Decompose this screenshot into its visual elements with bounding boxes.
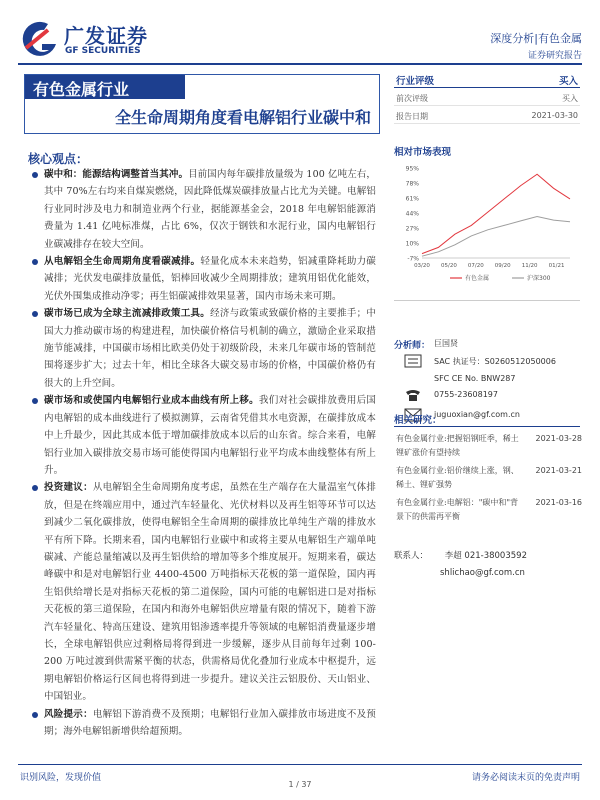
rating-header: [394, 70, 580, 88]
related-item[interactable]: [396, 464, 582, 492]
chart-divider: [394, 300, 580, 301]
contact-email[interactable]: shlichao@gf.com.cn: [440, 568, 525, 578]
analyst-name: 巨国贤: [434, 339, 458, 348]
report-subtitle: 全生命周期角度看电解铝行业碳中和: [114, 108, 371, 127]
related-item-text: 有色金属行业:把握铝钢旺季，稀土锂矿涨价有望持续: [396, 434, 519, 457]
contact-block: [394, 548, 527, 582]
x-tick-label: 03/20: [414, 263, 430, 269]
paragraph-lead: 风险提示：: [44, 708, 93, 720]
bullet-icon: [32, 712, 38, 718]
bullet-icon: [32, 259, 38, 265]
x-tick-label: 07/20: [467, 263, 484, 269]
bullet-icon: [32, 398, 38, 404]
contact-name: 李超 021-38003592: [444, 551, 527, 561]
rating-label: 行业评级: [396, 76, 435, 87]
analyst-sfc: SFC CE No. BNW287: [434, 374, 516, 383]
report-date-value: 2021-03-30: [531, 111, 578, 120]
paragraph-lead: 碳中和：能源结构调整首当其冲。: [44, 169, 189, 180]
paragraph-lead: 碳市场和或使国内电解铝行业成本曲线有所上移。: [44, 395, 259, 407]
related-item-date: 2021-03-21: [535, 466, 582, 475]
report-type: 证券研究报告: [527, 51, 582, 61]
analyst-email[interactable]: juguoxian@gf.com.cn: [434, 410, 520, 419]
paragraph: [44, 392, 376, 479]
x-tick-label: 11/20: [521, 263, 538, 269]
logo-english-name: GF SECURITIES: [65, 46, 141, 56]
paragraph: [44, 479, 376, 705]
paragraph: [44, 706, 376, 741]
report-body: [44, 166, 376, 740]
related-item-text: 有色金属行业:铝价继续上涨，钢、稀土、锂矿强势: [396, 466, 519, 489]
prev-rating-label: 前次评级: [396, 94, 428, 103]
y-tick-label: 78%: [405, 180, 419, 188]
phone-icon: [404, 388, 422, 402]
related-research-title: 相关研究：: [394, 415, 442, 426]
paragraph-text: 我们对社会碳排放费用后国内电解铝的成本曲线进行了模拟测算，云南省凭借其水电资源，在碳排放成本中上升最少，因此其成本低于增加碳排放成本以后的山东省。综合来看，电解铝行业加入碳排放交易市场可能使得国内电解铝行业平均成本曲线整体有所上升。: [44, 395, 377, 476]
y-tick-label: 10%: [405, 240, 419, 248]
series-line: [422, 217, 570, 257]
analyst-sac: SAC 执证号：S0260512050006: [434, 357, 556, 366]
y-tick-label: 27%: [405, 225, 419, 233]
paragraph-text: 目前国内每年碳排放量级为 100 亿吨左右，其中 70%左右均来自煤炭燃烧，因此降低煤炭碳排放量占比尤为关键。电解铝行业同时涉及电力和制造业两个行业，据能源基金会，2018 年电解铝能源消费量为 1.41 亿吨标准煤，占比 6%，仅次于钢铁和水泥行业，国内电解铝行业碳减排存在较大空间。: [44, 169, 376, 250]
paragraph: [44, 305, 376, 392]
series-line: [422, 174, 570, 253]
bullet-icon: [32, 311, 38, 317]
header-divider: [18, 63, 582, 65]
contact-label: 联系人：: [394, 551, 429, 561]
core-views-heading: 核心观点：: [28, 152, 89, 166]
paragraph-lead: 投资建议：: [44, 482, 93, 494]
y-tick-label: 95%: [405, 165, 419, 173]
report-date-row: [394, 106, 580, 124]
y-tick-label: -7%: [407, 255, 419, 263]
report-category: 深度分析|有色金属: [490, 32, 582, 45]
footer-disclaimer: 请务必阅读末页的免责声明: [471, 773, 580, 783]
id-card-icon: [404, 354, 422, 368]
industry-title: 有色金属行业: [33, 80, 130, 99]
legend-label: 有色金属: [465, 275, 490, 282]
related-item-date: 2021-03-28: [535, 434, 582, 443]
relative-performance-chart: [394, 162, 580, 286]
prev-rating-row: [394, 88, 580, 106]
paragraph: [44, 253, 376, 305]
footer-divider: [18, 764, 582, 765]
related-item-text: 有色金属行业:电解铝："碳中和"背景下的供需再平衡: [396, 498, 519, 521]
footer-slogan: 识别风险，发现价值: [20, 773, 102, 783]
title-block: [24, 74, 380, 134]
gf-logo-icon: [18, 20, 60, 58]
related-item[interactable]: [396, 496, 582, 524]
related-item[interactable]: [396, 432, 582, 460]
logo-chinese-name: 广发证券: [64, 24, 148, 48]
prev-rating-value: 买入: [562, 94, 578, 103]
x-tick-label: 09/20: [494, 263, 511, 269]
analyst-label: 分析师：: [394, 341, 431, 351]
related-divider: [394, 426, 580, 427]
bullet-icon: [32, 172, 38, 178]
paragraph: [44, 166, 376, 253]
rating-panel: [394, 70, 580, 124]
bullet-icon: [32, 485, 38, 491]
company-logo: [18, 18, 168, 62]
paragraph-text: 从电解铝全生命周期角度考虑，虽然在生产端存在大量温室气体排放，但是在终端应用中，通过汽车轻量化、光伏材料以及再生铝等环节可以达到减少二氧化碳排放，使得电解铝全生命周期的碳排放比单纯生产端的排放水平有所下降。长期来看，国内电解铝行业碳中和或将主要从电解铝生产端单吨碳减、产能总量缩减以及再生铝供给的增加等多个维度展开。短期来看，碳达峰碳中和是对电解铝行业 4400-4500 万吨指标天花板的第一道保险，国内再生铝供给增长是对指标天花板的第二道保险，国内可能的电解铝进口是对指标天花板的第三道保险，在国内和海外电解铝供应增量有限的情况下，随着下游汽车轻量化、特高压建设、建筑用铝渗透率提升等领域的电解铝消费量逐步增长，全球电解铝供应过剩格局将得到进一步缓解，逐步从目前每年过剩 100-200 万吨过渡到供需紧平衡的状态，供需格局优化叠加行业成本中枢提升，远期电解铝价格运行区间也将得到进一步提升。建议关注云铝股份、天山铝业、中国铝业。: [44, 482, 376, 703]
market-performance-title: 相对市场表现: [394, 147, 452, 158]
paragraph-lead: 从电解铝全生命周期角度看碳减排。: [44, 256, 201, 268]
analyst-phone: 0755-23608197: [434, 390, 498, 399]
paragraph-text: 经济与政策或致碳价格的主要推手；中国大力推动碳市场的构建进程，加快碳价格信号机制的确立，激励企业采取措施节能减排，中国碳市场相比欧美仍处于初级阶段，未来几年碳市场的管制范围将逐步扩大；过去十年，相比全球各大碳交易市场的价格，中国碳价格仍有很大的上升空间。: [44, 308, 377, 389]
rating-value: 买入: [558, 76, 578, 87]
report-date-label: 报告日期: [396, 112, 428, 121]
paragraph-lead: 碳市场已成为全球主流减排政策工具。: [44, 308, 211, 320]
y-tick-label: 61%: [405, 195, 419, 203]
related-item-date: 2021-03-16: [535, 498, 582, 507]
paragraph-text: 轻量化成本未来趋势，铝减重降耗助力碳减排；光伏发电碳排放量低，铝棒回收减少全周期排放；建筑用铝优化能效，光伏外围集成推动净零；再生铝碳减排效果显著，国内市场未来可期。: [44, 256, 376, 302]
x-tick-label: 05/20: [440, 263, 457, 269]
x-tick-label: 01/21: [548, 263, 565, 269]
y-tick-label: 44%: [405, 210, 419, 218]
legend-label: 沪深300: [527, 275, 551, 282]
page-number: 1 / 37: [288, 780, 312, 789]
paragraph-text: 电解铝下游消费不及预期；电解铝行业加入碳排放市场进度不及预期；海外电解铝新增供给超预期。: [44, 708, 376, 737]
